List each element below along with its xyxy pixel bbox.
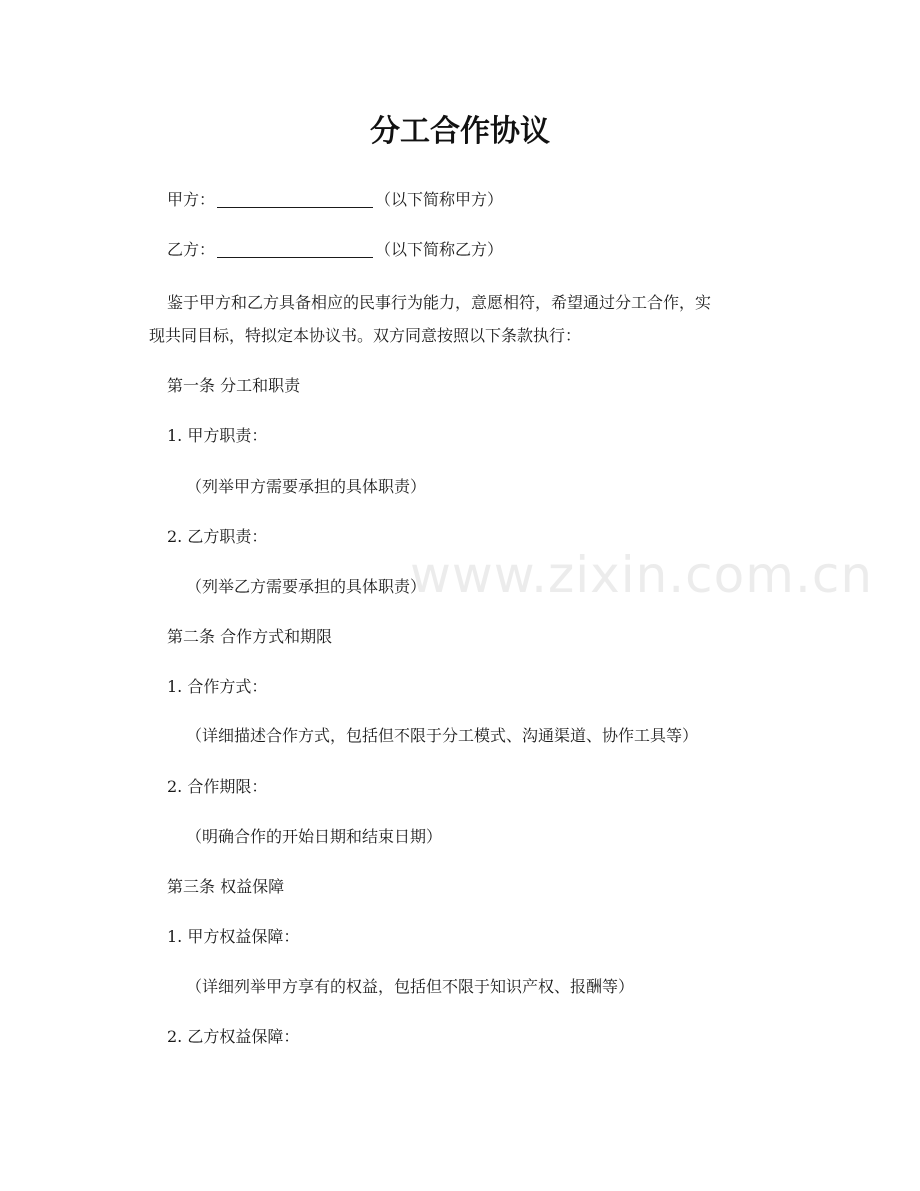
party-a-label: 甲方：: [167, 190, 216, 209]
preamble-line-2: 现共同目标，特拟定本协议书。双方同意按照以下条款执行：: [149, 326, 582, 345]
preamble-line-1: 鉴于甲方和乙方具备相应的民事行为能力，意愿相符，希望通过分工合作，实: [167, 293, 712, 312]
article-1-item-2-label: 2. 乙方职责：: [167, 527, 268, 546]
article-2-item-1-label: 1. 合作方式：: [167, 677, 268, 696]
article-2-item-2-label: 2. 合作期限：: [167, 777, 268, 796]
article-3-item-1-detail: （详细列举甲方享有的权益，包括但不限于知识产权、报酬等）: [186, 977, 635, 996]
article-2-heading: 第二条 合作方式和期限: [167, 627, 333, 646]
article-3-item-2-label: 2. 乙方权益保障：: [167, 1027, 300, 1046]
party-a-suffix: （以下简称甲方）: [375, 190, 504, 209]
article-3-item-1-label: 1. 甲方权益保障：: [167, 927, 300, 946]
article-2-item-1-detail: （详细描述合作方式，包括但不限于分工模式、沟通渠道、协作工具等）: [186, 726, 699, 745]
party-a-line: [167, 188, 503, 212]
party-b-label: 乙方：: [167, 240, 216, 259]
party-b-blank: [217, 241, 373, 258]
article-1-item-1-label: 1. 甲方职责：: [167, 426, 268, 445]
article-1-item-2-detail: （列举乙方需要承担的具体职责）: [186, 577, 427, 596]
document-title: 分工合作协议: [370, 114, 550, 149]
party-b-line: [167, 238, 503, 262]
article-1-item-1-detail: （列举甲方需要承担的具体职责）: [186, 477, 427, 496]
article-2-item-2-detail: （明确合作的开始日期和结束日期）: [186, 827, 443, 846]
party-a-blank: [217, 191, 373, 208]
watermark: www.zixin.com.cn: [410, 546, 874, 604]
article-3-heading: 第三条 权益保障: [167, 877, 285, 896]
party-b-suffix: （以下简称乙方）: [375, 240, 504, 259]
article-1-heading: 第一条 分工和职责: [167, 376, 301, 395]
